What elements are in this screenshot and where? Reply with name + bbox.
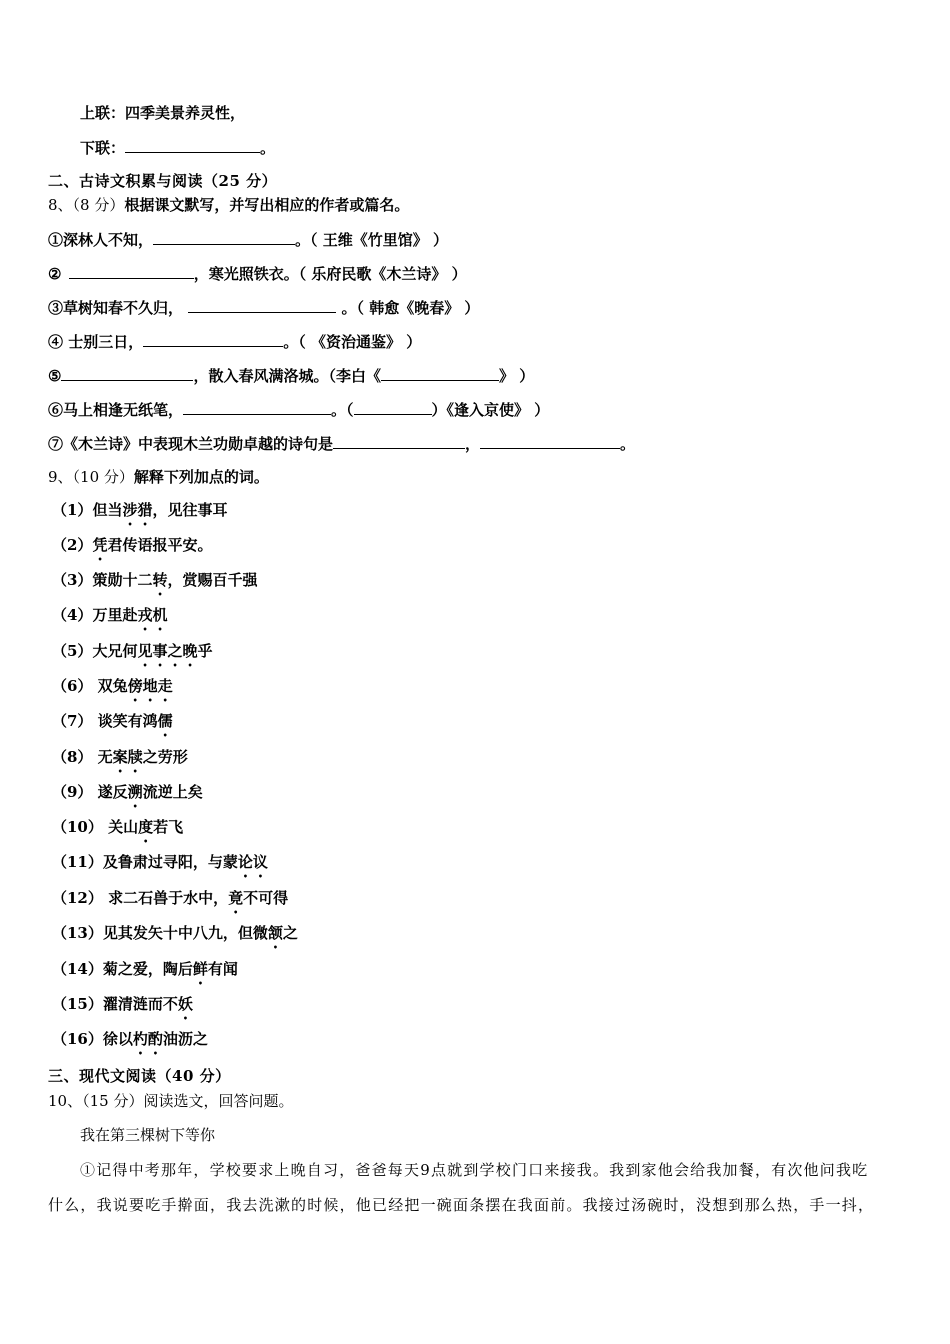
passage-paragraph-1-line-1: ①记得中考那年，学校要求上晚自习，爸爸每天9点就到学校门口来接我。我到家他会给我加餐，有次他问我吃 [80,1161,869,1179]
q8-item-5-blank-2[interactable] [381,365,499,381]
q8-item-3 [48,297,479,318]
passage-paragraph-1-line-2: 什么，我说要吃手擀面，我去洗漱的时候，他已经把一碗面条摆在我面前。我接过汤碗时，没想到那么热，手一抖， [48,1196,875,1214]
q9-item-post: 流逆上矣 [142,783,203,801]
q8-item-4 [48,331,421,352]
q8-item-3-blank[interactable] [188,297,336,313]
q9-item [52,782,203,811]
q8-item-2-blank[interactable] [69,263,194,279]
q8-item-post: 。 [620,435,636,453]
q9-item-post: 君传语报平安。 [107,536,213,554]
q8-item-7-blank-1[interactable] [333,433,465,449]
q9-item [52,570,257,599]
q8-item-num: ① [48,231,64,249]
q9-item-label: （15） [52,995,103,1013]
q9-item-pre: 万里赴 [92,606,138,624]
q9-item-dotted-word: 见事之晚 [137,642,198,660]
q9-item-label: （5） [52,642,93,660]
q8-item-1 [48,229,448,250]
q9-item-dotted-word: 涉猎 [122,501,153,519]
q9-item-pre: 菊之爱，陶后 [102,960,193,978]
q9-item-pre: 谈笑有鸿 [92,712,158,730]
q9-item [52,852,268,881]
q9-item [52,535,212,564]
q9-item-label: （1） [52,501,93,519]
q8-item-7 [48,433,635,454]
q8-item-num: ③ [48,299,64,317]
q8-item-pre: 马上相逢无纸笔， [63,401,184,419]
q8-item-5-blank-1[interactable] [61,365,193,381]
q9-item-label: （8） [52,748,93,766]
q8-item-post: 》 ） [498,367,535,385]
q8-item-6-blank-1[interactable] [183,399,331,415]
q9-item-post: 不可得 [243,889,289,907]
q9-item-pre: 求二石兽于水中， [102,889,229,907]
q9-item-pre: 濯清涟而不 [102,995,178,1013]
q9-item-pre: 策勋十二 [92,571,153,589]
q8-instruction: 根据课文默写，并写出相应的作者或篇名。 [124,196,410,214]
q8-item-2 [48,263,467,284]
q8-item-post: ）《逢入京使》 ） [431,401,550,419]
q9-item [52,676,173,705]
q8-item-post: ，寒光照铁衣。（ 乐府民歌《木兰诗》 ） [193,265,467,283]
q9-item-label: （14） [52,960,103,978]
q9-item-pre: 遂反 [92,783,128,801]
q8-item-1-blank[interactable] [153,229,295,245]
q9-item-label: （12） [52,889,103,907]
q8-item-pre: 深林人不知， [63,231,154,249]
q8-item-num: ④ [48,333,64,351]
question-9-header [48,467,269,487]
q8-item-pre: 士别三日， [63,333,144,351]
q9-item [52,500,227,529]
q8-item-pre [61,265,66,283]
q8-item-post: 。（ 王维《竹里馆》 ） [295,231,448,249]
q8-item-4-blank[interactable] [143,331,283,347]
q9-item-dotted-word: 度 [138,818,154,836]
q9-item-pre: 但当 [92,501,123,519]
q9-item [52,747,188,776]
couplet-lower-prefix: 下联： [80,139,126,157]
q9-item [52,888,288,917]
q9-score: （10 分） [72,468,134,486]
q9-item-pre: 关山 [102,818,139,836]
q9-item-post: 之劳形 [142,748,188,766]
q8-item-post: 。（ 《资治通鉴》 ） [283,333,422,351]
q9-item-dotted-word: 儒 [157,712,173,730]
q8-item-num: ⑦ [48,435,64,453]
q10-instruction: 阅读选文，回答问题。 [143,1092,294,1110]
q9-item [52,959,238,988]
q9-item [52,994,193,1023]
q8-item-5 [48,365,534,386]
q9-item-label: （13） [52,924,103,942]
q9-item-post: 之 [282,924,298,942]
q8-item-7-blank-2[interactable] [480,433,620,449]
section-2-title: 二、古诗文积累与阅读（25 分） [48,172,278,190]
q10-number: 10、 [48,1092,83,1110]
question-10-header [48,1091,293,1111]
q9-item [52,817,183,846]
q9-item-pre: 徐以 [102,1030,133,1048]
q9-item-pre: 大兄何 [92,642,138,660]
q9-item-dotted-word: 转 [152,571,168,589]
q9-item [52,923,298,952]
q9-item-label: （10） [52,818,103,836]
couplet-upper: 上联：四季美景养灵性， [80,104,246,122]
q9-item-dotted-word: 杓酌 [132,1030,163,1048]
q8-item-pre: 草树知春不久归， [63,299,189,317]
q10-score: （15 分） [82,1092,144,1110]
question-8-header [48,195,409,215]
q8-item-post: 。（ 韩愈《晚春》 ） [336,299,480,317]
q9-number: 9、 [48,468,73,486]
q9-item-post: 有闻 [207,960,238,978]
q9-item-dotted-word: 鲜 [192,960,208,978]
couplet-lower-blank[interactable] [125,137,260,153]
q9-item-dotted-word: 竟 [228,889,244,907]
passage-title: 我在第三棵树下等你 [80,1126,216,1144]
q9-item-label: （7） [52,712,93,730]
q8-number: 8、 [48,196,73,214]
q8-item-mid: ， [465,435,481,453]
q9-item-pre: 双兔 [92,677,128,695]
q9-item-label: （11） [52,853,103,871]
couplet-lower-suffix: 。 [260,139,276,157]
q9-item-label: （16） [52,1030,103,1048]
q8-item-6 [48,399,549,420]
q9-item-post: 油沥之 [162,1030,208,1048]
q9-item [52,605,167,634]
q8-item-pre: 《木兰诗》中表现木兰功勋卓越的诗句是 [63,435,334,453]
q8-item-mid: ，散入春风满洛城。（李白《 [193,367,381,385]
q8-item-num: ⑤ [48,367,62,385]
q9-item-label: （3） [52,571,93,589]
q9-item-pre: 及鲁肃过寻阳，与蒙 [102,853,238,871]
q9-item-post: ，见往事耳 [152,501,228,519]
q9-item-post: ，赏赐百千强 [167,571,258,589]
q9-item-dotted-word: 妖 [177,995,193,1013]
q9-item-pre: 无 [92,748,113,766]
q9-item-label: （6） [52,677,93,695]
q9-item-post: 若飞 [153,818,184,836]
q9-item [52,641,212,670]
q9-item-dotted-word: 傍地走 [127,677,173,695]
q9-item-dotted-word: 戎机 [137,606,168,624]
q9-item-dotted-word: 案牍 [112,748,143,766]
q8-score: （8 分） [72,196,125,214]
q9-item-dotted-word: 颔 [267,924,283,942]
q9-item [52,1029,208,1058]
section-3-title: 三、现代文阅读（40 分） [48,1067,231,1085]
q9-item [52,711,173,740]
q9-item-label: （4） [52,606,93,624]
q8-item-num: ② [48,265,62,283]
q9-item-dotted-word: 溯 [127,783,143,801]
q9-item-pre: 见其发矢十中八九，但微 [102,924,268,942]
couplet-lower [80,137,275,158]
q9-item-label: （2） [52,536,93,554]
q9-item-dotted-word: 凭 [92,536,108,554]
q8-item-num: ⑥ [48,401,64,419]
q9-item-dotted-word: 论议 [237,853,268,871]
q9-item-label: （9） [52,783,93,801]
q9-item-post: 乎 [197,642,213,660]
q8-item-mid: 。（ [331,401,354,419]
q9-instruction: 解释下列加点的词。 [133,468,269,486]
q8-item-6-blank-2[interactable] [354,399,432,415]
